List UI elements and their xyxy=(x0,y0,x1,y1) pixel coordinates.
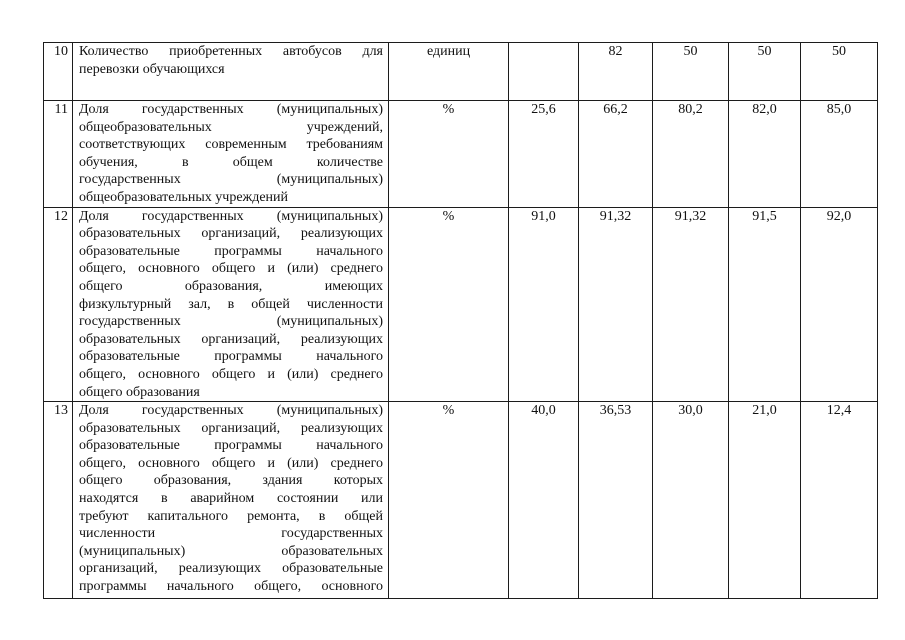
description-line: государственных (муниципальных) xyxy=(79,172,383,188)
value-cell: 91,0 xyxy=(509,207,579,402)
description-line: перевозки обучающихся xyxy=(79,61,225,77)
description-line: Доля государственных (муниципальных) xyxy=(79,403,383,419)
description-line: Количество приобретенных автобусов для xyxy=(79,44,383,59)
row-number: 10 xyxy=(44,43,73,101)
value-cell: 82,0 xyxy=(729,101,801,208)
description-line: образовательные программы начального xyxy=(79,438,383,454)
value-cell: 80,2 xyxy=(653,101,729,208)
description-line: образовательных организаций, реализующих xyxy=(79,226,383,242)
unit-cell: % xyxy=(389,101,509,208)
description-line: физкультурный зал, в общей численности xyxy=(79,296,383,312)
indicator-description xyxy=(73,101,389,208)
table-row xyxy=(44,207,878,402)
description-line: Доля государственных (муниципальных) xyxy=(79,208,383,224)
table-row xyxy=(44,402,878,599)
description-line: (муниципальных) образовательных xyxy=(79,543,383,559)
row-number: 13 xyxy=(44,402,73,599)
description-line: общего образования xyxy=(79,384,200,400)
description-line: обучения, в общем количестве xyxy=(79,154,383,170)
unit-cell: % xyxy=(389,207,509,402)
indicator-description xyxy=(73,43,389,101)
value-cell: 92,0 xyxy=(801,207,878,402)
row-number: 11 xyxy=(44,101,73,208)
table-row xyxy=(44,101,878,208)
indicator-description xyxy=(73,402,389,599)
description-line: образовательные программы начального xyxy=(79,243,383,259)
description-line: общего, основного общего и (или) среднего xyxy=(79,261,383,277)
description-line: общего образования, здания которых xyxy=(79,473,383,489)
value-cell xyxy=(509,43,579,101)
value-cell: 66,2 xyxy=(579,101,653,208)
description-line: организаций, реализующих образовательные xyxy=(79,561,383,577)
description-line: численности государственных xyxy=(79,526,383,542)
value-cell: 25,6 xyxy=(509,101,579,208)
description-line: общего, основного общего и (или) среднего xyxy=(79,455,383,471)
description-line: соответствующих современным требованиям xyxy=(79,137,383,153)
value-cell: 85,0 xyxy=(801,101,878,208)
indicator-description xyxy=(73,207,389,402)
value-cell: 40,0 xyxy=(509,402,579,599)
description-line: требуют капитального ремонта, в общей xyxy=(79,508,383,524)
value-cell: 12,4 xyxy=(801,402,878,599)
description-line: программы начального общего, основного xyxy=(79,579,383,595)
description-line: находятся в аварийном состоянии или xyxy=(79,491,383,507)
description-line: общеобразовательных учреждений xyxy=(79,189,289,205)
value-cell: 50 xyxy=(729,43,801,101)
description-line: государственных (муниципальных) xyxy=(79,314,383,330)
value-cell: 82 xyxy=(579,43,653,101)
row-number: 12 xyxy=(44,207,73,402)
unit-cell: % xyxy=(389,402,509,599)
description-line: Доля государственных (муниципальных) xyxy=(79,102,383,117)
description-line: образовательных организаций, реализующих xyxy=(79,331,383,347)
value-cell: 36,53 xyxy=(579,402,653,599)
value-cell: 91,32 xyxy=(579,207,653,402)
value-cell: 91,32 xyxy=(653,207,729,402)
value-cell: 30,0 xyxy=(653,402,729,599)
description-line: общеобразовательных учреждений, xyxy=(79,119,383,135)
value-cell: 91,5 xyxy=(729,207,801,402)
indicators-table xyxy=(43,42,878,599)
description-line: общего, основного общего и (или) среднего xyxy=(79,366,383,382)
value-cell: 50 xyxy=(653,43,729,101)
description-line: образовательные программы начального xyxy=(79,349,383,365)
table-row xyxy=(44,43,878,101)
unit-cell: единиц xyxy=(389,43,509,101)
value-cell: 50 xyxy=(801,43,878,101)
description-line: образовательных организаций, реализующих xyxy=(79,420,383,436)
value-cell: 21,0 xyxy=(729,402,801,599)
table-body xyxy=(44,43,878,599)
description-line: общего образования, имеющих xyxy=(79,278,383,294)
